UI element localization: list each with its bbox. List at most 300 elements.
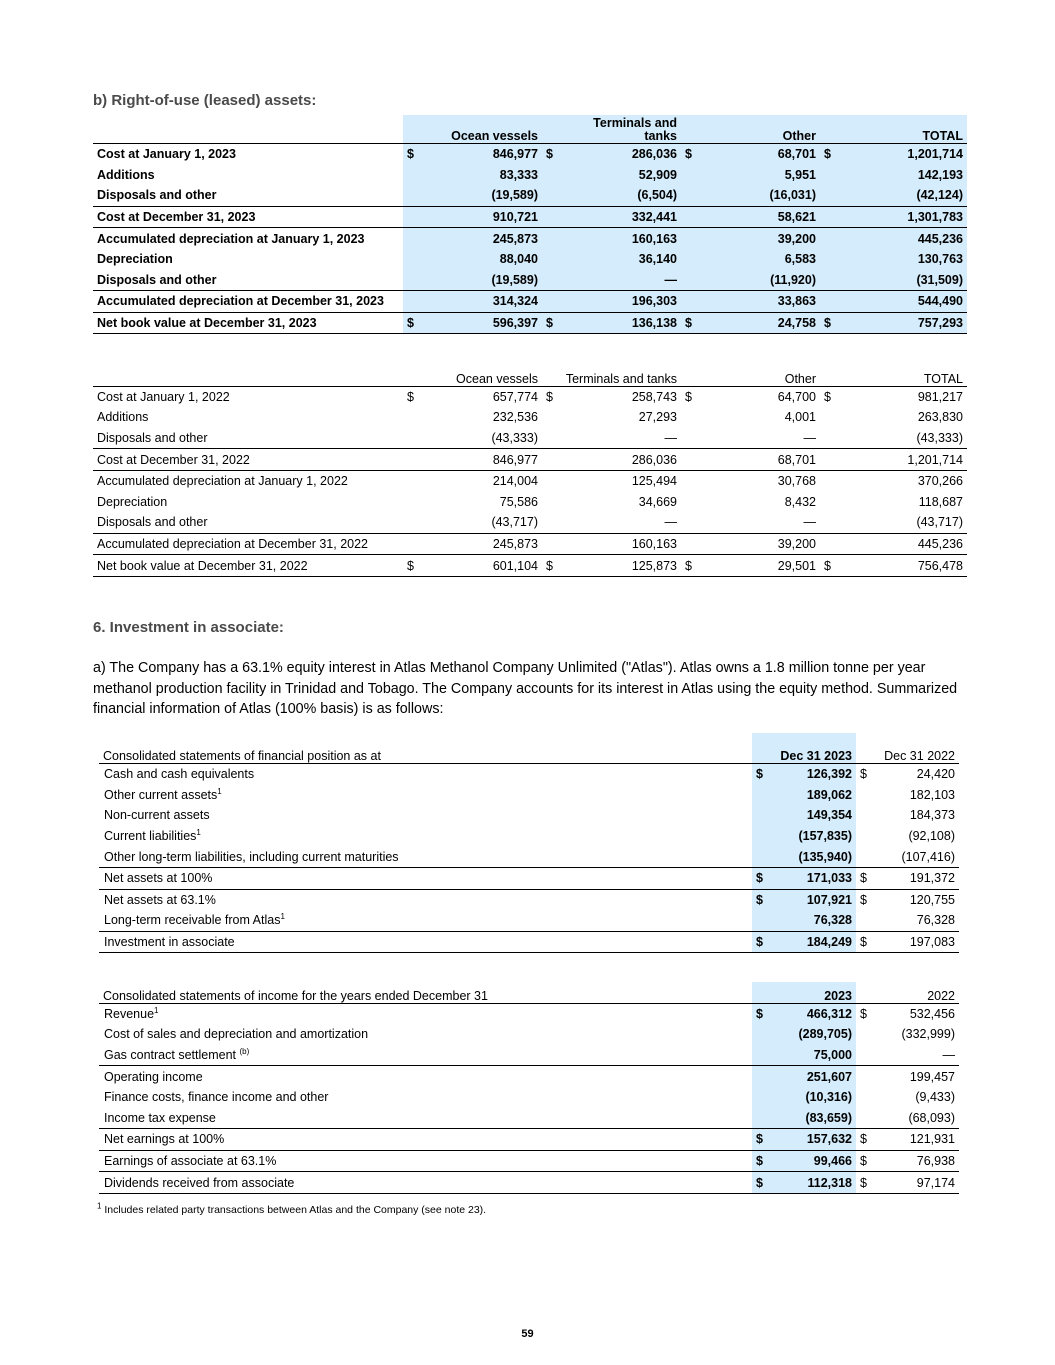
currency-symbol	[856, 910, 874, 931]
table-row	[93, 312, 967, 334]
row-value: 445,236	[834, 228, 967, 249]
row-label: Disposals and other	[97, 431, 208, 446]
row-value: 75,586	[499, 494, 538, 509]
row-label: Accumulated depreciation at January 1, 2023	[93, 228, 403, 249]
row-value: 30,768	[695, 470, 820, 491]
row-label: Disposals and other	[97, 272, 217, 287]
currency-symbol	[542, 185, 556, 206]
currency-symbol	[752, 1045, 772, 1066]
row-value: 981,217	[834, 386, 967, 407]
row-label	[99, 826, 752, 847]
row-value: 314,324	[417, 291, 542, 313]
value-2022: 184,373	[909, 808, 955, 823]
table-row	[99, 846, 959, 867]
currency-symbol	[820, 206, 834, 228]
currency-symbol: $	[752, 1150, 772, 1172]
row-label-text: Non-current assets	[104, 808, 210, 823]
financial-position-table	[99, 733, 959, 953]
currency-symbol	[856, 1087, 874, 1108]
row-label	[99, 910, 752, 931]
value-2022: (92,108)	[908, 829, 955, 844]
value-2023: 171,033	[772, 867, 856, 889]
value-2023: 251,607	[772, 1066, 856, 1087]
currency-symbol: $	[752, 1172, 772, 1194]
currency-symbol	[752, 846, 772, 867]
row-value: 136,138	[556, 312, 681, 334]
row-label: Additions	[97, 410, 149, 425]
value-2022: 197,083	[874, 931, 959, 953]
value-2023: 126,392	[772, 764, 856, 785]
rou-2023-table	[93, 115, 967, 334]
row-value: 286,036	[556, 144, 681, 165]
currency-symbol	[542, 228, 556, 249]
currency-symbol	[681, 470, 695, 491]
currency-symbol	[681, 407, 695, 428]
currency-symbol: $	[542, 386, 556, 407]
table-title: Consolidated statements of income for the years ended December 31	[99, 982, 752, 1003]
row-label: Accumulated depreciation at December 31, 2022	[93, 533, 403, 555]
row-label	[99, 889, 752, 910]
row-label-text: Other current assets	[104, 787, 218, 802]
currency-symbol	[403, 270, 417, 291]
row-label	[99, 1172, 752, 1194]
row-value: 232,536	[492, 410, 538, 425]
row-value: 214,004	[417, 470, 542, 491]
row-value: 24,758	[695, 312, 820, 334]
table-row	[99, 1150, 959, 1172]
value-2023: (157,835)	[772, 826, 856, 847]
currency-symbol	[403, 185, 417, 206]
row-value: 263,830	[917, 410, 963, 425]
row-value: —	[664, 431, 677, 446]
row-label-text: Net assets at 100%	[104, 871, 213, 886]
footnote	[97, 1201, 487, 1216]
row-label	[99, 1066, 752, 1087]
row-value: (11,920)	[695, 270, 820, 291]
currency-symbol	[681, 249, 695, 270]
currency-symbol	[856, 846, 874, 867]
row-value: 846,977	[417, 144, 542, 165]
row-label: Net book value at December 31, 2022	[93, 555, 403, 577]
header-dollar-spacer	[681, 365, 695, 386]
row-value: (16,031)	[695, 185, 820, 206]
row-label: Net book value at December 31, 2023	[93, 312, 403, 334]
section-6-title: 6. Investment in associate:	[93, 619, 284, 636]
value-2023: 184,249	[772, 931, 856, 953]
row-label: Cost at January 1, 2023	[93, 144, 403, 165]
currency-symbol	[752, 1087, 772, 1108]
header-dollar-spacer	[403, 365, 417, 386]
value-2022: 76,328	[916, 913, 955, 928]
currency-symbol	[542, 407, 556, 428]
value-2022: (9,433)	[915, 1090, 955, 1105]
row-label: Depreciation	[97, 494, 168, 509]
row-label-text: Revenue	[104, 1006, 155, 1021]
currency-symbol	[403, 228, 417, 249]
row-value: 596,397	[417, 312, 542, 334]
table-row	[99, 931, 959, 953]
row-value: 910,721	[417, 206, 542, 228]
row-value: 160,163	[556, 228, 681, 249]
value-2023: (83,659)	[772, 1108, 856, 1129]
row-value: 29,501	[695, 555, 820, 577]
currency-symbol	[856, 785, 874, 806]
row-label: Disposals and other	[97, 188, 217, 203]
row-label-text: Other long-term liabilities, including current maturities	[104, 849, 399, 864]
row-label-text: Earnings of associate at 63.1%	[104, 1154, 277, 1169]
value-2023: (289,705)	[772, 1024, 856, 1045]
currency-symbol	[403, 407, 417, 428]
currency-symbol: $	[856, 1172, 874, 1194]
row-value: 68,701	[695, 449, 820, 471]
currency-symbol	[681, 185, 695, 206]
column-header: TOTAL	[923, 371, 963, 386]
currency-symbol	[820, 449, 834, 471]
table-row	[93, 144, 967, 165]
currency-symbol	[403, 492, 417, 513]
currency-symbol	[856, 1066, 874, 1087]
currency-symbol	[403, 206, 417, 228]
currency-symbol: $	[856, 1129, 874, 1151]
currency-symbol	[820, 249, 834, 270]
row-label	[99, 805, 752, 826]
currency-symbol	[542, 291, 556, 313]
currency-symbol	[820, 165, 834, 186]
currency-symbol	[820, 185, 834, 206]
header-dollar-spacer	[820, 115, 834, 144]
column-header-2023: Dec 31 2023	[772, 733, 856, 764]
currency-symbol: $	[681, 312, 695, 334]
row-label-text: Operating income	[104, 1069, 203, 1084]
row-value: (43,717)	[916, 515, 963, 530]
currency-symbol	[542, 270, 556, 291]
row-value: 370,266	[834, 470, 967, 491]
row-value: 68,701	[695, 144, 820, 165]
currency-symbol	[542, 533, 556, 555]
currency-symbol: $	[856, 1150, 874, 1172]
currency-symbol: $	[681, 555, 695, 577]
row-value: 757,293	[834, 312, 967, 334]
currency-symbol	[403, 470, 417, 491]
currency-symbol: $	[820, 555, 834, 577]
table-row	[93, 249, 967, 270]
currency-symbol	[681, 270, 695, 291]
column-header-2023: 2023	[772, 982, 856, 1003]
value-2022: 182,103	[909, 787, 955, 802]
row-value: 544,490	[834, 291, 967, 313]
currency-symbol	[542, 449, 556, 471]
row-value: —	[664, 515, 677, 530]
row-label: Additions	[97, 167, 155, 182]
currency-symbol	[681, 449, 695, 471]
row-label	[99, 764, 752, 785]
row-value: (43,717)	[491, 515, 538, 530]
value-2022: —	[942, 1048, 955, 1063]
row-value: 601,104	[417, 555, 542, 577]
currency-symbol	[752, 910, 772, 931]
currency-symbol: $	[752, 931, 772, 953]
row-value: 657,774	[417, 386, 542, 407]
row-value: 1,301,783	[834, 206, 967, 228]
currency-symbol	[820, 291, 834, 313]
currency-symbol: $	[542, 144, 556, 165]
section-6-paragraph: a) The Company has a 63.1% equity interest in Atlas Methanol Company Unlimited ("Atlas"). Atlas owns a 1.8 million tonne per year methanol production facility in Trinidad and Tobago. The Company accounts for its interest in Atlas using the equity method. Summarized financial information of Atlas (100% basis) is as follows:	[93, 660, 958, 717]
row-label: Cost at December 31, 2023	[93, 206, 403, 228]
value-2022: 120,755	[874, 889, 959, 910]
column-header-2022: 2022	[874, 982, 959, 1003]
currency-symbol	[820, 407, 834, 428]
row-value: 1,201,714	[834, 449, 967, 471]
currency-symbol	[403, 533, 417, 555]
column-header: Other	[784, 371, 816, 386]
currency-symbol	[820, 428, 834, 449]
currency-symbol	[856, 805, 874, 826]
currency-symbol: $	[403, 555, 417, 577]
row-value: 118,687	[918, 494, 963, 509]
column-header: Ocean vessels	[417, 115, 542, 144]
row-label-text: Cost of sales and depreciation and amortization	[104, 1027, 369, 1042]
row-value: 39,200	[695, 533, 820, 555]
row-value: 1,201,714	[834, 144, 967, 165]
header-dollar-spacer	[856, 982, 874, 1003]
currency-symbol: $	[752, 764, 772, 785]
currency-symbol	[542, 206, 556, 228]
value-2022: 76,938	[874, 1150, 959, 1172]
currency-symbol	[856, 1108, 874, 1129]
currency-symbol	[820, 270, 834, 291]
rou-2022-table	[93, 365, 967, 577]
table-row	[99, 1045, 959, 1066]
row-value: 52,909	[556, 165, 681, 186]
currency-symbol: $	[542, 555, 556, 577]
header-dollar-spacer	[856, 733, 874, 764]
currency-symbol: $	[403, 386, 417, 407]
table-row	[93, 407, 967, 428]
table-row	[99, 1024, 959, 1045]
currency-symbol: $	[752, 889, 772, 910]
currency-symbol	[403, 449, 417, 471]
currency-symbol	[403, 165, 417, 186]
footnote-text: Includes related party transactions between Atlas and the Company (see note 23).	[101, 1204, 487, 1216]
currency-symbol: $	[820, 386, 834, 407]
row-value: 130,763	[834, 249, 967, 270]
value-2022: 24,420	[916, 767, 955, 782]
value-2022: (107,416)	[901, 849, 955, 864]
currency-symbol	[403, 428, 417, 449]
table-row	[99, 1087, 959, 1108]
currency-symbol	[542, 249, 556, 270]
row-value: 4,001	[784, 410, 816, 425]
header-dollar-spacer	[752, 982, 772, 1003]
currency-symbol: $	[820, 144, 834, 165]
row-label	[99, 1150, 752, 1172]
value-2022: 199,457	[874, 1066, 959, 1087]
currency-symbol: $	[860, 1006, 867, 1021]
footnote-reference: 1	[154, 1005, 159, 1015]
value-2023: 75,000	[772, 1045, 856, 1066]
table-row	[93, 291, 967, 313]
row-value: 160,163	[556, 533, 681, 555]
row-label	[99, 785, 752, 806]
row-value: 125,494	[556, 470, 681, 491]
table-row	[99, 889, 959, 910]
value-2023: (10,316)	[772, 1087, 856, 1108]
value-2023: 99,466	[772, 1150, 856, 1172]
currency-symbol	[403, 512, 417, 533]
value-2023: 112,318	[772, 1172, 856, 1194]
row-value: 445,236	[834, 533, 967, 555]
currency-symbol: $	[752, 867, 772, 889]
currency-symbol: $	[542, 312, 556, 334]
currency-symbol	[820, 470, 834, 491]
row-label-text: Cash and cash equivalents	[104, 767, 255, 782]
table-row	[99, 1129, 959, 1151]
table-row	[99, 1172, 959, 1194]
row-label: Cost at December 31, 2022	[93, 449, 403, 471]
table-row	[93, 428, 967, 449]
currency-symbol: $	[860, 767, 867, 782]
table-row	[99, 910, 959, 931]
currency-symbol	[681, 228, 695, 249]
currency-symbol	[681, 291, 695, 313]
value-2023: 466,312	[772, 1003, 856, 1024]
row-value: 258,743	[556, 386, 681, 407]
table-row	[93, 165, 967, 186]
currency-symbol	[752, 785, 772, 806]
table-row	[99, 1003, 959, 1024]
currency-symbol	[403, 249, 417, 270]
currency-symbol: $	[856, 889, 874, 910]
row-value: 36,140	[556, 249, 681, 270]
footnote-reference: 1	[280, 912, 285, 922]
row-value: 5,951	[695, 165, 820, 186]
row-label-text: Dividends received from associate	[104, 1175, 295, 1190]
table-row	[93, 492, 967, 513]
row-value: —	[556, 270, 681, 291]
currency-symbol: $	[752, 1003, 772, 1024]
row-value: 196,303	[556, 291, 681, 313]
table-row	[93, 449, 967, 471]
row-value: 245,873	[417, 533, 542, 555]
row-value: 8,432	[784, 494, 816, 509]
currency-symbol: $	[403, 144, 417, 165]
footnote-marker: 1	[97, 1201, 102, 1211]
table-row	[99, 764, 959, 785]
currency-symbol	[542, 492, 556, 513]
row-value: 83,333	[417, 165, 542, 186]
value-2023: 76,328	[772, 910, 856, 931]
table-row	[93, 470, 967, 491]
header-spacer	[93, 115, 403, 144]
row-value: 846,977	[417, 449, 542, 471]
row-label	[99, 1087, 752, 1108]
currency-symbol	[681, 492, 695, 513]
row-value: 27,293	[638, 410, 677, 425]
row-value: —	[803, 431, 816, 446]
table-row	[99, 826, 959, 847]
currency-symbol	[681, 428, 695, 449]
row-value: —	[803, 515, 816, 530]
row-value: 34,669	[638, 494, 677, 509]
currency-symbol	[820, 533, 834, 555]
row-value: (43,333)	[916, 431, 963, 446]
currency-symbol	[681, 512, 695, 533]
row-label	[99, 846, 752, 867]
table-row	[99, 805, 959, 826]
row-value: (19,589)	[417, 185, 542, 206]
table-row	[93, 533, 967, 555]
currency-symbol	[403, 291, 417, 313]
currency-symbol	[542, 165, 556, 186]
value-2022: (332,999)	[901, 1027, 955, 1042]
footnote-reference: 1	[196, 827, 201, 837]
currency-symbol	[752, 1066, 772, 1087]
header-dollar-spacer	[752, 733, 772, 764]
value-2023: 189,062	[772, 785, 856, 806]
row-value: (19,589)	[417, 270, 542, 291]
row-label	[99, 1003, 752, 1024]
column-header: TOTAL	[834, 115, 967, 144]
row-value: 245,873	[417, 228, 542, 249]
row-label-text: Long-term receivable from Atlas	[104, 913, 281, 928]
row-value: 88,040	[417, 249, 542, 270]
header-dollar-spacer	[681, 115, 695, 144]
row-value: 286,036	[556, 449, 681, 471]
table-row	[99, 1108, 959, 1129]
row-label: Accumulated depreciation at December 31, 2023	[93, 291, 403, 313]
footnote-reference: (b)	[239, 1046, 250, 1056]
row-value: 58,621	[695, 206, 820, 228]
row-label	[99, 1108, 752, 1129]
value-2023: (135,940)	[772, 846, 856, 867]
currency-symbol	[681, 206, 695, 228]
row-label-text: Net earnings at 100%	[104, 1132, 225, 1147]
column-header: Other	[695, 115, 820, 144]
currency-symbol: $	[681, 386, 695, 407]
column-header-2022: Dec 31 2022	[874, 733, 959, 764]
page-number: 59	[521, 1328, 534, 1340]
row-label-text: Investment in associate	[104, 935, 235, 950]
currency-symbol: $	[820, 312, 834, 334]
table-row	[93, 270, 967, 291]
row-value: (43,333)	[491, 431, 538, 446]
row-value: 756,478	[834, 555, 967, 577]
value-2022: 191,372	[874, 867, 959, 889]
row-value: (6,504)	[556, 185, 681, 206]
table-title: Consolidated statements of financial position as at	[99, 733, 752, 764]
row-value: 332,441	[556, 206, 681, 228]
row-label: Cost at January 1, 2022	[93, 386, 403, 407]
currency-symbol	[752, 1108, 772, 1129]
currency-symbol: $	[856, 867, 874, 889]
row-label-text: Finance costs, finance income and other	[104, 1090, 329, 1105]
currency-symbol: $	[752, 1129, 772, 1151]
currency-symbol: $	[403, 312, 417, 334]
value-2023: 157,632	[772, 1129, 856, 1151]
row-label	[99, 1045, 752, 1066]
table-row	[99, 867, 959, 889]
column-header: Ocean vessels	[456, 371, 538, 386]
row-value: (42,124)	[834, 185, 967, 206]
value-2023: 107,921	[772, 889, 856, 910]
row-label	[99, 1024, 752, 1045]
header-spacer	[93, 365, 403, 386]
currency-symbol	[752, 826, 772, 847]
currency-symbol	[856, 826, 874, 847]
currency-symbol	[752, 1024, 772, 1045]
currency-symbol	[542, 428, 556, 449]
table-row	[93, 206, 967, 228]
